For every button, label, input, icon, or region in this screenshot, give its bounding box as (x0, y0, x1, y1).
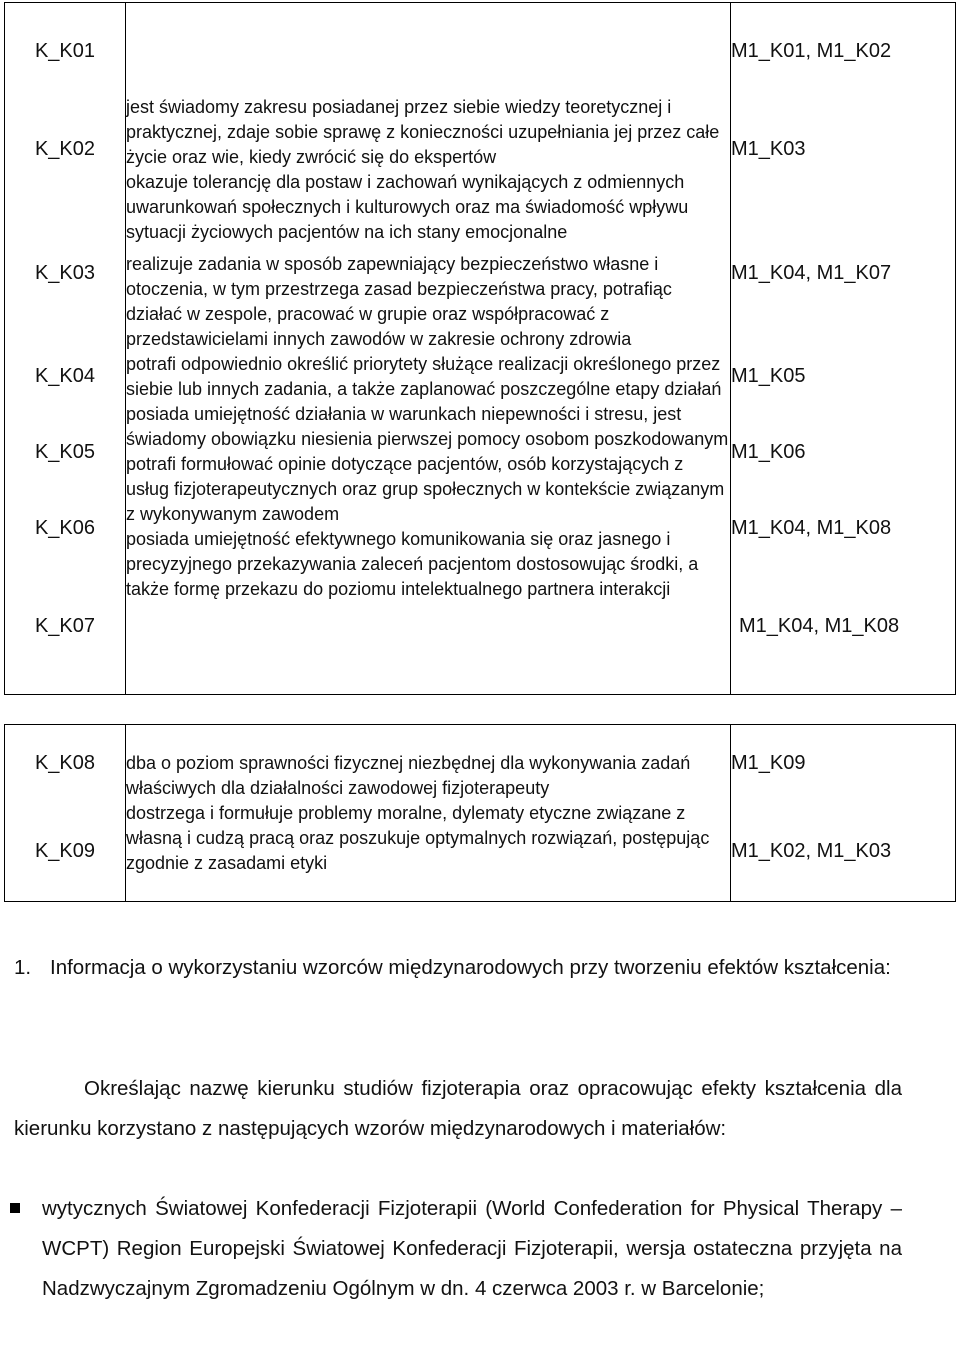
learning-outcomes-table-1 (4, 2, 956, 695)
section-number: 1. (14, 956, 32, 979)
section-heading-text: Informacja o wykorzystaniu wzorców międzynarodowych przy tworzeniu efektów kształcenia: (50, 956, 891, 979)
outcome-description: okazuje tolerancję dla postaw i zachowań wynikających z odmiennych uwarunkowań społecznych i kulturowych oraz ma świadomość wpływu sytuacji życiowych pacjentów na ich stany emocjonalne (126, 172, 689, 242)
module-ref: M1_K03 (731, 137, 806, 160)
outcome-code: K_K05 (34, 440, 96, 463)
table-row (5, 725, 956, 902)
outcome-code: K_K07 (34, 614, 96, 637)
table-row (5, 3, 956, 695)
outcome-descriptions-column (126, 725, 731, 902)
intro-paragraph: Określając nazwę kierunku studiów fizjoterapia oraz opracowując efekty kształcenia dla kierunku korzystano z następujących wzorów międzynarodowych i materiałów: (14, 1077, 902, 1140)
outcome-description: potrafi odpowiednio określić priorytety służące realizacji określonego przez siebie lub innych zadania, a także zaplanować poszczególne etapy działań (126, 354, 722, 399)
outcome-codes-column (5, 725, 126, 902)
outcome-descriptions-column (126, 3, 731, 695)
outcome-description: dba o poziom sprawności fizycznej niezbędnej dla wykonywania zadań właściwych dla działalności zawodowej fizjoterapeuty (126, 752, 691, 798)
square-bullet-icon (10, 1203, 20, 1213)
bullet-item (14, 1189, 902, 1309)
outcome-description: dostrzega i formułuje problemy moralne, dylematy etyczne związane z własną i cudzą pracą oraz poszukuje optymalnych rozwiązań, postępując zgodnie z zasadami etyki (126, 802, 710, 873)
outcome-description: realizuje zadania w sposób zapewniający bezpieczeństwo własne i otoczenia, w tym przestrzega zasad bezpieczeństwa pracy, potrafiąc działać w zespole, pracować w grupie oraz współpracować z przedstawicielami innych zawodów w zakresie ochrony zdrowia (126, 254, 672, 349)
outcome-code: K_K03 (34, 261, 96, 284)
bullet-text: wytycznych Światowej Konfederacji Fizjoterapii (World Confederation for Physical Therapy – WCPT) Region Europejski Światowej Konfederacji Fizjoterapii, wersja ostateczna przyjęta na Nadzwyczajnym Zgromadzeniu Ogólnym w dn. 4 czerwca 2003 r. w Barcelonie; (42, 1197, 902, 1300)
module-ref: M1_K04, M1_K07 (731, 261, 892, 284)
module-refs-column (731, 3, 956, 695)
outcome-code: K_K09 (34, 840, 96, 862)
outcome-description: posiada umiejętność działania w warunkach niepewności i stresu, jest świadomy obowiązku niesienia pierwszej pomocy osobom poszkodowanym (126, 404, 729, 449)
module-ref: M1_K05 (731, 364, 806, 387)
module-ref: M1_K04, M1_K08 (739, 614, 900, 637)
section-heading (14, 948, 902, 988)
module-refs-column (731, 725, 956, 902)
outcome-description: potrafi formułować opinie dotyczące pacjentów, osób korzystających z usług fizjoterapeutycznych oraz grup społecznych w kontekście związanym z wykonywanym zawodem (126, 454, 725, 524)
learning-outcomes-table-2 (4, 724, 956, 902)
outcome-code: K_K08 (34, 752, 96, 774)
outcome-code: K_K04 (34, 364, 96, 387)
outcome-codes-column (5, 3, 126, 695)
outcome-code: K_K02 (34, 137, 96, 160)
module-ref: M1_K01, M1_K02 (731, 39, 892, 62)
module-ref: M1_K09 (731, 752, 806, 774)
outcome-code: K_K01 (34, 39, 96, 62)
module-ref: M1_K06 (731, 440, 806, 463)
module-ref: M1_K04, M1_K08 (731, 516, 892, 539)
module-ref: M1_K02, M1_K03 (731, 840, 892, 862)
outcome-description: posiada umiejętność efektywnego komunikowania się oraz jasnego i precyzyjnego przekazywania zaleceń pacjentom dostosowując środki, a także formę przekazu do poziomu intelektualnego partnera interakcji (126, 529, 699, 599)
outcome-code: K_K06 (34, 516, 96, 539)
outcome-description: jest świadomy zakresu posiadanej przez siebie wiedzy teoretycznej i praktycznej, zdaje sobie sprawę z konieczności uzupełniania jej przez całe życie oraz wie, kiedy zwrócić się do ekspertów (126, 97, 720, 167)
